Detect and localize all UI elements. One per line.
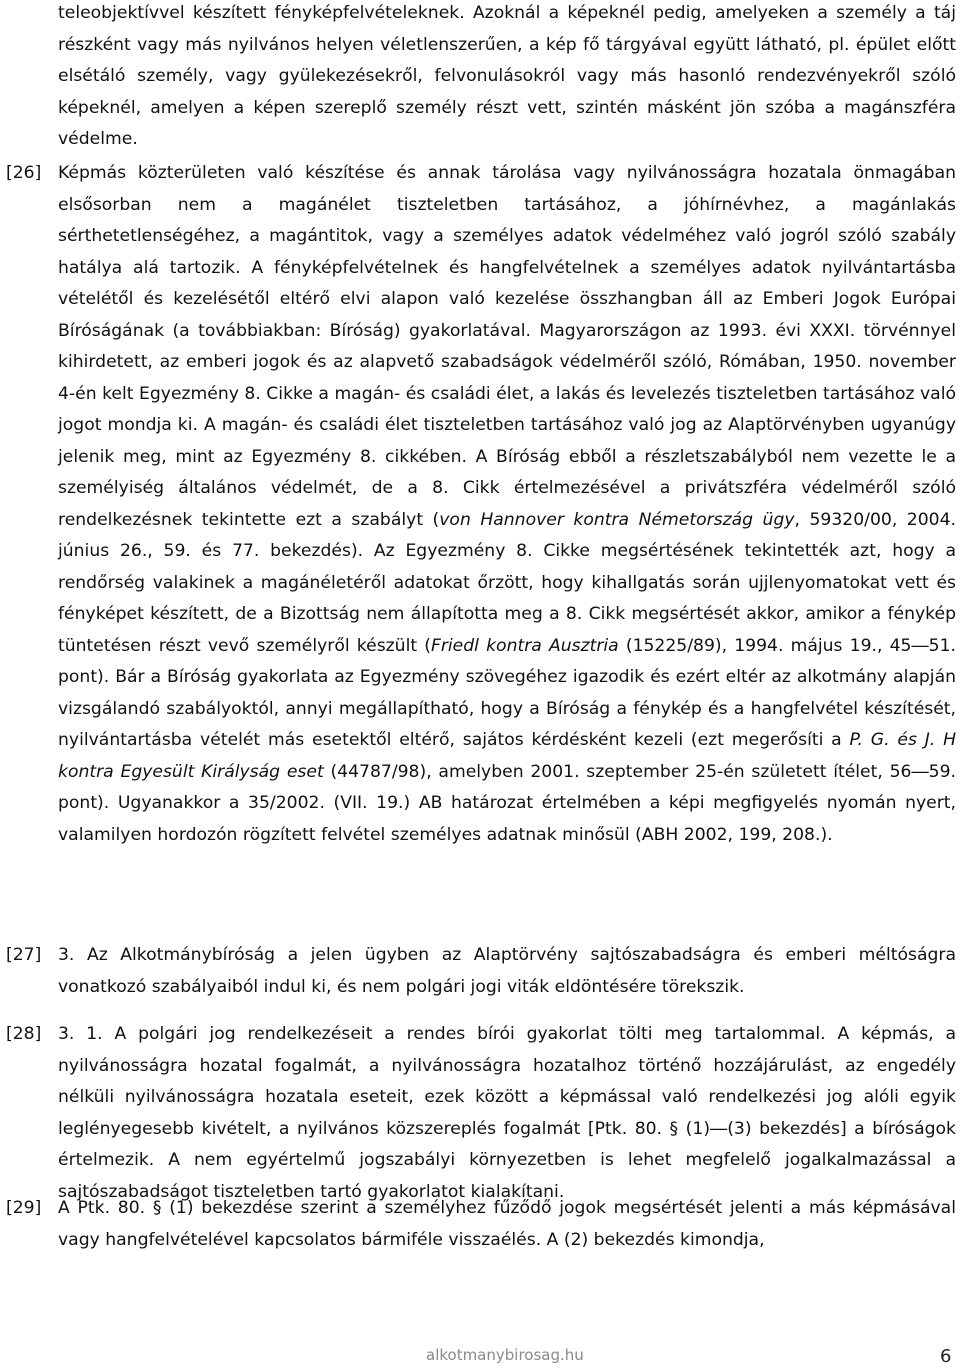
paragraph-text: 3. Az Alkotmánybíróság a jelen ügyben az Alaptörvény sajtószabadságra és emberi méltóságra vonatkozó szabályaiból indul ki, és nem polgári jogi viták eldöntésére törekszik. xyxy=(58,945,956,997)
paragraph-continuation xyxy=(58,0,956,156)
paragraph-28 xyxy=(58,1019,956,1208)
paragraph-text: Képmás közterületen való készítése és annak tárolása vagy nyilvánosságra hozatala önmagában elsősorban nem a magánélet tiszteletben tartásához, a jóhírnévhez, a magánlakás sérthetetlenségéhez, a magántitok, vagy a személyes adatok védelméhez való jogról szóló szabály hatálya alá tartozik. A fényképfelvételnek és hangfelvételnek a személyes adatok nyilvántartásba vételétől és kezelésétől eltérő elvi alapon való kezelése összhangban áll az Emberi Jogok Európai Bíróságának (a továbbiakban: Bíróság) gyakorlatával. Magyarországon az 1993. évi XXXI. törvénnyel kihirdetett, az emberi jogok és az alapvető szabadságok védelméről szóló, Rómában, 1950. november 4-én kelt Egyezmény 8. Cikke a magán- és családi élet, a lakás és levelezés tiszteletben tartásához való jogot mondja ki. A magán- és családi élet tiszteletben tartásához való jog az Alaptörvényben ugyanúgy jelenik meg, mint az Egyezmény 8. cikkében. A Bíróság ebből a részletszabályból nem vezette le a személyiség általános védelmét, de a 8. Cikk értelmezésével a privátszféra védelméről szóló rendelkezésnek tekintette ezt a szabályt ( xyxy=(58,163,956,530)
case-citation: P. G. és J. H kontra Egyesült Királyság eset xyxy=(58,730,956,782)
paragraph-text: , 59320/00, 2004. június 26., 59. és 77. bekezdés). Az Egyezmény 8. Cikke megsértésének tekintették azt, hogy a rendőrség valakinek a magánéletéről adatokat őrzött, hogy kihallgatás során ujjlenyomatokat vett és fényképet készített, de a Bizottság nem állapította meg a 8. Cikk megsértését akkor, amikor a fénykép tüntetésen részt vevő személyről készült ( xyxy=(58,509,956,656)
paragraph-number-27: [27] xyxy=(6,945,42,965)
case-citation: von Hannover kontra Németország ügy xyxy=(439,509,795,530)
paragraph-text: teleobjektívvel készített fényképfelvételeknek. Azoknál a képeknél pedig, amelyeken a személy a táj részként vagy más nyilvános helyen véletlenszerűen, a kép fő tárgyával együtt látható, pl. épület előtt elsétáló személy, vagy gyülekezésekről, felvonulásokról vagy más hasonló rendezvényekről szóló képeknél, amelyen a képen szereplő személy részt vett, szintén másként jön szóba a magánszféra védelme. xyxy=(58,3,956,149)
case-citation: Friedl kontra Ausztria xyxy=(430,635,619,656)
paragraph-number-28: [28] xyxy=(6,1024,42,1044)
paragraph-27 xyxy=(58,940,956,1003)
paragraph-number-26: [26] xyxy=(6,163,42,183)
paragraph-number-29: [29] xyxy=(6,1198,42,1218)
paragraph-29 xyxy=(58,1193,956,1256)
footer-website-url: alkotmanybirosag.hu xyxy=(426,1346,584,1364)
paragraph-text: A Ptk. 80. § (1) bekezdése szerint a személyhez fűződő jogok megsértését jelenti a más képmásával vagy hangfelvételével kapcsolatos bármiféle visszaélés. A (2) bekezdés kimondja, xyxy=(58,1198,956,1250)
paragraph-text: (44787/98), amelyben 2001. szeptember 25-én született ítélet, 56―59. pont). Ugyanakkor a 35/2002. (VII. 19.) AB határozat értelmében a képi megfigyelés nyomán nyert, valamilyen hordozón rögzített felvétel személyes adatnak minősül (ABH 2002, 199, 208.). xyxy=(58,761,956,845)
paragraph-26 xyxy=(58,158,956,851)
paragraph-text: 3. 1. A polgári jog rendelkezéseit a rendes bírói gyakorlat tölti meg tartalommal. A képmás, a nyilvánosságra hozatal fogalmát, a nyilvánosságra hozatalhoz történő hozzájárulást, az engedély nélküli nyilvánosságra hozatala eseteit, ezek között a képmással való rendelkezési jog alóli egyik leglényegesebb kivételt, a nyilvános közszereplés fogalmát [Ptk. 80. § (1)―(3) bekezdés] a bíróságok értelmezik. A nem egyértelmű jogszabályi környezetben is lehet megfelelő jogalkalmazással a sajtószabadságot tiszteletben tartó gyakorlatot kialakítani. xyxy=(58,1024,956,1202)
paragraph-text: (15225/89), 1994. május 19., 45―51. pont). Bár a Bíróság gyakorlata az Egyezmény szövegéhez igazodik és ezért eltér az alkotmány alapján vizsgálandó szabályoktól, annyi megállapítható, hogy a Bíróság a fénykép és a hangfelvétel készítését, nyilvántartásba vételét más esetektől eltérő, sajátos kérdésként kezeli (ezt megerősíti a xyxy=(58,635,956,750)
page-number: 6 xyxy=(940,1346,952,1367)
